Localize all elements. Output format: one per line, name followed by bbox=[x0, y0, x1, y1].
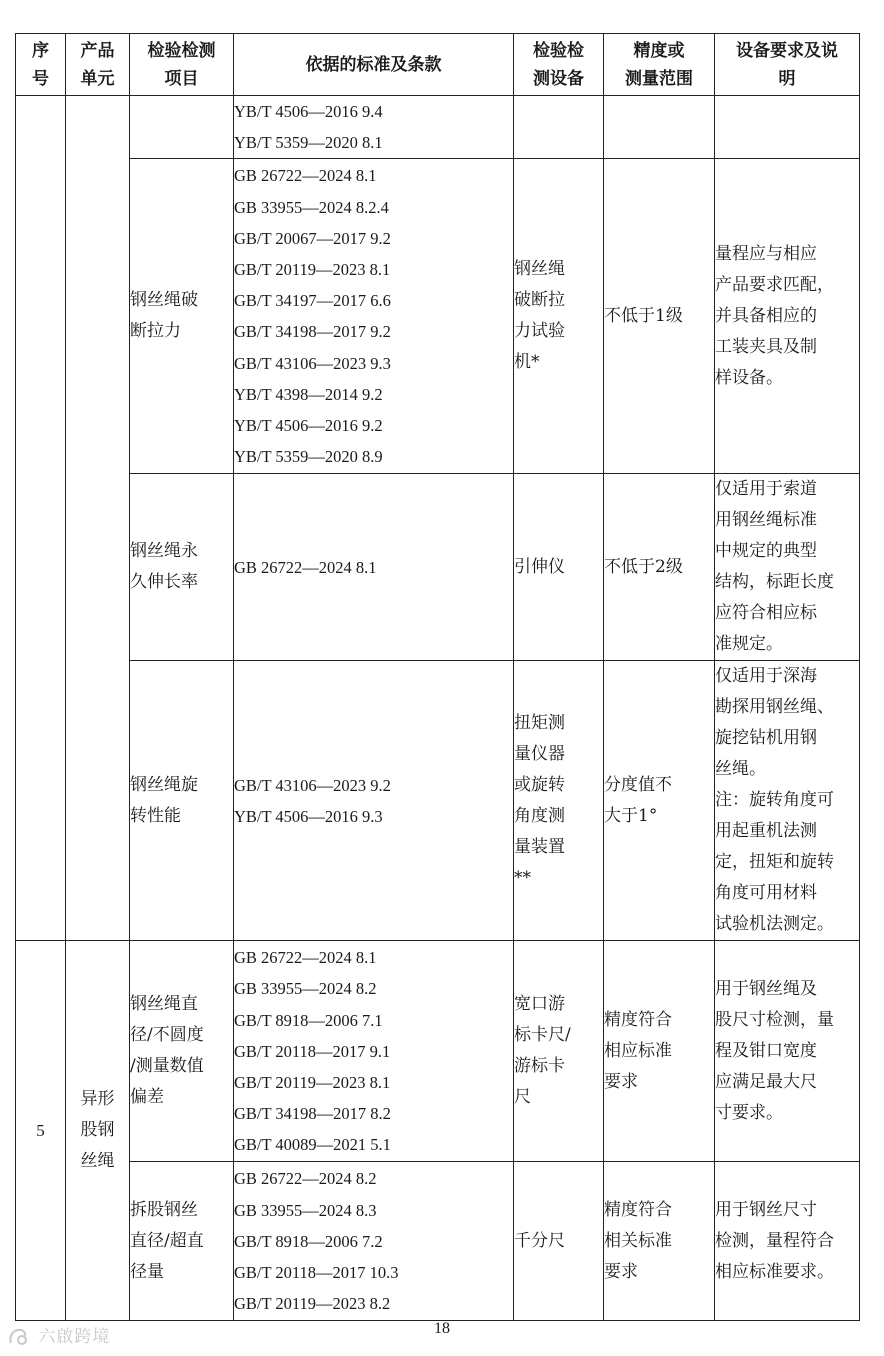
header-seq: 序 号 bbox=[16, 34, 66, 96]
standard-clause: YB/T 4398—2014 9.2 bbox=[234, 384, 383, 404]
standard-clause: GB/T 20118—2017 10.3 bbox=[234, 1263, 399, 1282]
standard-clause: GB/T 8918—2006 7.2 bbox=[234, 1231, 383, 1251]
standard-clause: GB/T 34197—2017 6.6 bbox=[234, 291, 391, 311]
equipment-cell: 宽口游 标卡尺/ 游标卡 尺 bbox=[514, 941, 604, 1162]
standard-clause: GB/T 34198—2017 8.2 bbox=[234, 1104, 391, 1124]
page-number: 18 bbox=[434, 1320, 450, 1337]
standards-cell bbox=[234, 661, 514, 941]
standards-cell bbox=[234, 1162, 514, 1321]
requirement-cell: 仅适用于深海 勘探用钢丝绳、 旋挖钻机用钢 丝绳。 注：旋转角度可 用起重机法测 定，扭矩和旋转 角度可用材料 试验机法测定。 bbox=[715, 661, 860, 941]
requirement-cell: 仅适用于索道 用钢丝绳标准 中规定的典型 结构，标距长度 应符合相应标 准规定。 bbox=[715, 474, 860, 661]
table-row bbox=[16, 941, 860, 1162]
precision-cell: 不低于2级 bbox=[604, 474, 715, 661]
requirement-cell: 用于钢丝绳及 股尺寸检测，量 程及钳口宽度 应满足最大尺 寸要求。 bbox=[715, 941, 860, 1162]
item-cell: 拆股钢丝 直径/超直 径量 bbox=[130, 1162, 234, 1321]
table-row bbox=[16, 159, 860, 474]
standard-clause: GB/T 20119—2023 8.2 bbox=[234, 1294, 391, 1314]
precision-cell: 精度符合 相应标准 要求 bbox=[604, 941, 715, 1162]
header-unit: 产品 单元 bbox=[66, 34, 130, 96]
standard-clause: GB 26722—2024 8.1 bbox=[234, 166, 377, 186]
item-cell: 钢丝绳旋 转性能 bbox=[130, 661, 234, 941]
header-equipment: 检验检 测设备 bbox=[514, 34, 604, 96]
equipment-cell: 钢丝绳 破断拉 力试验 机* bbox=[514, 159, 604, 474]
precision-cell bbox=[604, 96, 715, 159]
standard-clause: GB 26722—2024 8.1 bbox=[234, 948, 377, 968]
standard-clause: GB 33955—2024 8.2.4 bbox=[234, 197, 389, 217]
precision-cell: 不低于1级 bbox=[604, 159, 715, 474]
standard-clause: GB/T 20119—2023 8.1 bbox=[234, 1073, 391, 1092]
standards-cell bbox=[234, 96, 514, 159]
table-row bbox=[16, 1162, 860, 1321]
standard-clause: YB/T 4506—2016 9.4 bbox=[234, 102, 383, 121]
header-standard: 依据的标准及条款 bbox=[234, 34, 514, 96]
seq-cell: 5 bbox=[16, 941, 66, 1321]
watermark-text: 六啟跨境 bbox=[38, 1327, 111, 1347]
standard-clause: GB 33955—2024 8.3 bbox=[234, 1200, 377, 1220]
standards-table bbox=[15, 33, 860, 1321]
standard-clause: GB/T 20118—2017 9.1 bbox=[234, 1041, 391, 1061]
header-row bbox=[16, 34, 860, 96]
equipment-cell: 扭矩测 量仪器 或旋转 角度测 量装置 ** bbox=[514, 661, 604, 941]
requirement-cell: 量程应与相应 产品要求匹配， 并具备相应的 工装夹具及制 样设备。 bbox=[715, 159, 860, 474]
standard-clause: GB/T 34198—2017 9.2 bbox=[234, 322, 391, 342]
table-row bbox=[16, 474, 860, 661]
item-cell: 钢丝绳直 径/不圆度 /测量数值 偏差 bbox=[130, 941, 234, 1162]
item-cell: 钢丝绳永 久伸长率 bbox=[130, 474, 234, 661]
header-precision: 精度或 测量范围 bbox=[604, 34, 715, 96]
header-requirement: 设备要求及说 明 bbox=[715, 34, 860, 96]
standard-clause: YB/T 4506—2016 9.2 bbox=[234, 416, 383, 436]
unit-cell: 异形 股钢 丝绳 bbox=[66, 941, 130, 1321]
table-row bbox=[16, 661, 860, 941]
standard-clause: GB/T 43106—2023 9.3 bbox=[234, 353, 391, 373]
equipment-cell: 千分尺 bbox=[514, 1162, 604, 1321]
standard-clause: GB 26722—2024 8.2 bbox=[234, 1169, 377, 1189]
standard-clause: YB/T 5359—2020 8.1 bbox=[234, 133, 383, 153]
equipment-cell: 引伸仪 bbox=[514, 474, 604, 661]
precision-cell: 精度符合 相关标准 要求 bbox=[604, 1162, 715, 1321]
item-cell bbox=[130, 96, 234, 159]
standard-clause: GB/T 40089—2021 5.1 bbox=[234, 1135, 391, 1155]
unit-cell bbox=[66, 96, 130, 941]
header-item: 检验检测 项目 bbox=[130, 34, 234, 96]
requirement-cell bbox=[715, 96, 860, 159]
table-row bbox=[16, 96, 860, 159]
standard-clause: GB 33955—2024 8.2 bbox=[234, 979, 377, 999]
standard-clause: GB/T 20067—2017 9.2 bbox=[234, 228, 391, 248]
standard-clause: YB/T 4506—2016 9.3 bbox=[234, 806, 383, 826]
item-cell: 钢丝绳破 断拉力 bbox=[130, 159, 234, 474]
standard-clause: GB 26722—2024 8.1 bbox=[234, 557, 377, 577]
standard-clause: GB/T 43106—2023 9.2 bbox=[234, 775, 391, 795]
equipment-cell bbox=[514, 96, 604, 159]
standard-clause: GB/T 8918—2006 7.1 bbox=[234, 1010, 383, 1030]
standard-clause: YB/T 5359—2020 8.9 bbox=[234, 447, 383, 467]
standards-cell bbox=[234, 474, 514, 661]
standard-clause: GB/T 20119—2023 8.1 bbox=[234, 260, 391, 279]
standards-cell bbox=[234, 941, 514, 1162]
seq-cell bbox=[16, 96, 66, 941]
standards-cell bbox=[234, 159, 514, 474]
requirement-cell: 用于钢丝尺寸 检测，量程符合 相应标准要求。 bbox=[715, 1162, 860, 1321]
precision-cell: 分度值不 大于1° bbox=[604, 661, 715, 941]
